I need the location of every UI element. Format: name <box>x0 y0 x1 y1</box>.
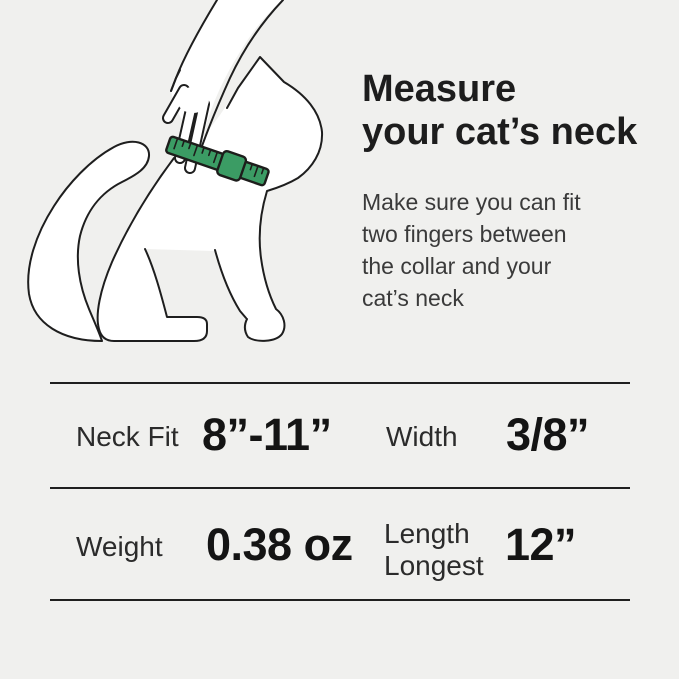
instruction-line2: two fingers between <box>362 221 567 247</box>
instruction-line4: cat’s neck <box>362 285 464 311</box>
instruction-line1: Make sure you can fit <box>362 189 581 215</box>
spec-value-weight: 0.38 oz <box>206 519 353 570</box>
spec-label-length-line2: Longest <box>384 550 484 581</box>
table-rule-bottom <box>50 599 630 601</box>
leg-gap <box>209 316 248 343</box>
page-title <box>362 68 637 154</box>
table-rule-top <box>50 382 630 384</box>
spec-label-length-longest <box>384 518 484 582</box>
page-title-line2: your cat’s neck <box>362 111 638 153</box>
cat-measuring-illustration <box>0 0 345 365</box>
spec-value-width: 3/8” <box>506 409 590 460</box>
instruction-line3: the collar and your <box>362 253 552 279</box>
page-title-line1: Measure <box>362 68 517 110</box>
instruction-text <box>362 186 581 314</box>
spec-label-weight: Weight <box>76 531 163 562</box>
spec-label-width: Width <box>386 421 458 452</box>
table-rule-middle <box>50 487 630 489</box>
spec-value-neck-fit: 8”-11” <box>202 409 332 460</box>
spec-label-length-line1: Length <box>384 518 470 549</box>
spec-value-length-longest: 12” <box>505 519 577 570</box>
spec-label-neck-fit: Neck Fit <box>76 421 179 452</box>
palm <box>177 87 209 113</box>
